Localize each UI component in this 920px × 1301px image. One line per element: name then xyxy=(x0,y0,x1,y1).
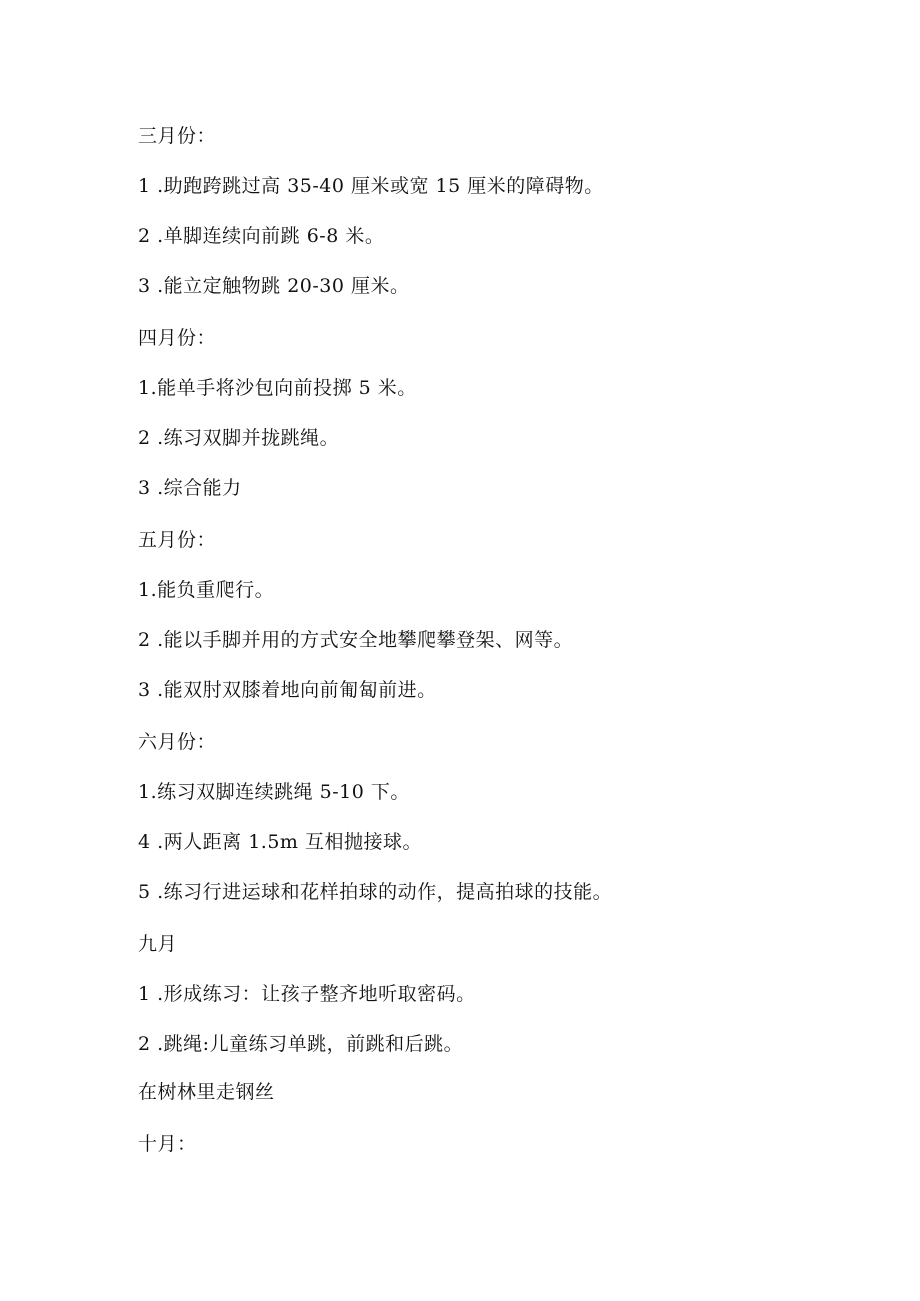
paragraph: 在树林里走钢丝 xyxy=(138,1081,275,1103)
list-item: 2 .单脚连续向前跳 6-8 米。 xyxy=(138,225,385,247)
heading-june: 六月份： xyxy=(138,731,217,753)
list-item: 3 .综合能力 xyxy=(138,477,242,499)
list-item: 2 .跳绳:儿童练习单跳，前跳和后跳。 xyxy=(138,1033,464,1055)
heading-september: 九月 xyxy=(138,933,178,955)
list-item: 3 .能双肘双膝着地向前匍匐前进。 xyxy=(138,679,437,701)
list-item: 3 .能立定触物跳 20-30 厘米。 xyxy=(138,275,410,297)
heading-march: 三月份： xyxy=(138,125,217,147)
heading-may: 五月份： xyxy=(138,529,217,551)
list-item: 2 .能以手脚并用的方式安全地攀爬攀登架、网等。 xyxy=(138,629,574,651)
list-item: 1.练习双脚连续跳绳 5-10 下。 xyxy=(138,781,410,803)
heading-april: 四月份： xyxy=(138,327,217,349)
list-item: 5 .练习行进运球和花样拍球的动作，提高拍球的技能。 xyxy=(138,881,613,903)
list-item: 1 .形成练习：让孩子整齐地听取密码。 xyxy=(138,983,476,1005)
list-item: 1.能负重爬行。 xyxy=(138,579,275,601)
list-item: 1.能单手将沙包向前投掷 5 米。 xyxy=(138,377,417,399)
list-item: 2 .练习双脚并拢跳绳。 xyxy=(138,427,340,449)
heading-october: 十月： xyxy=(138,1133,197,1155)
list-item: 4 .两人距离 1.5m 互相抛接球。 xyxy=(138,831,422,853)
list-item: 1 .助跑跨跳过高 35-40 厘米或宽 15 厘米的障碍物。 xyxy=(138,175,604,197)
